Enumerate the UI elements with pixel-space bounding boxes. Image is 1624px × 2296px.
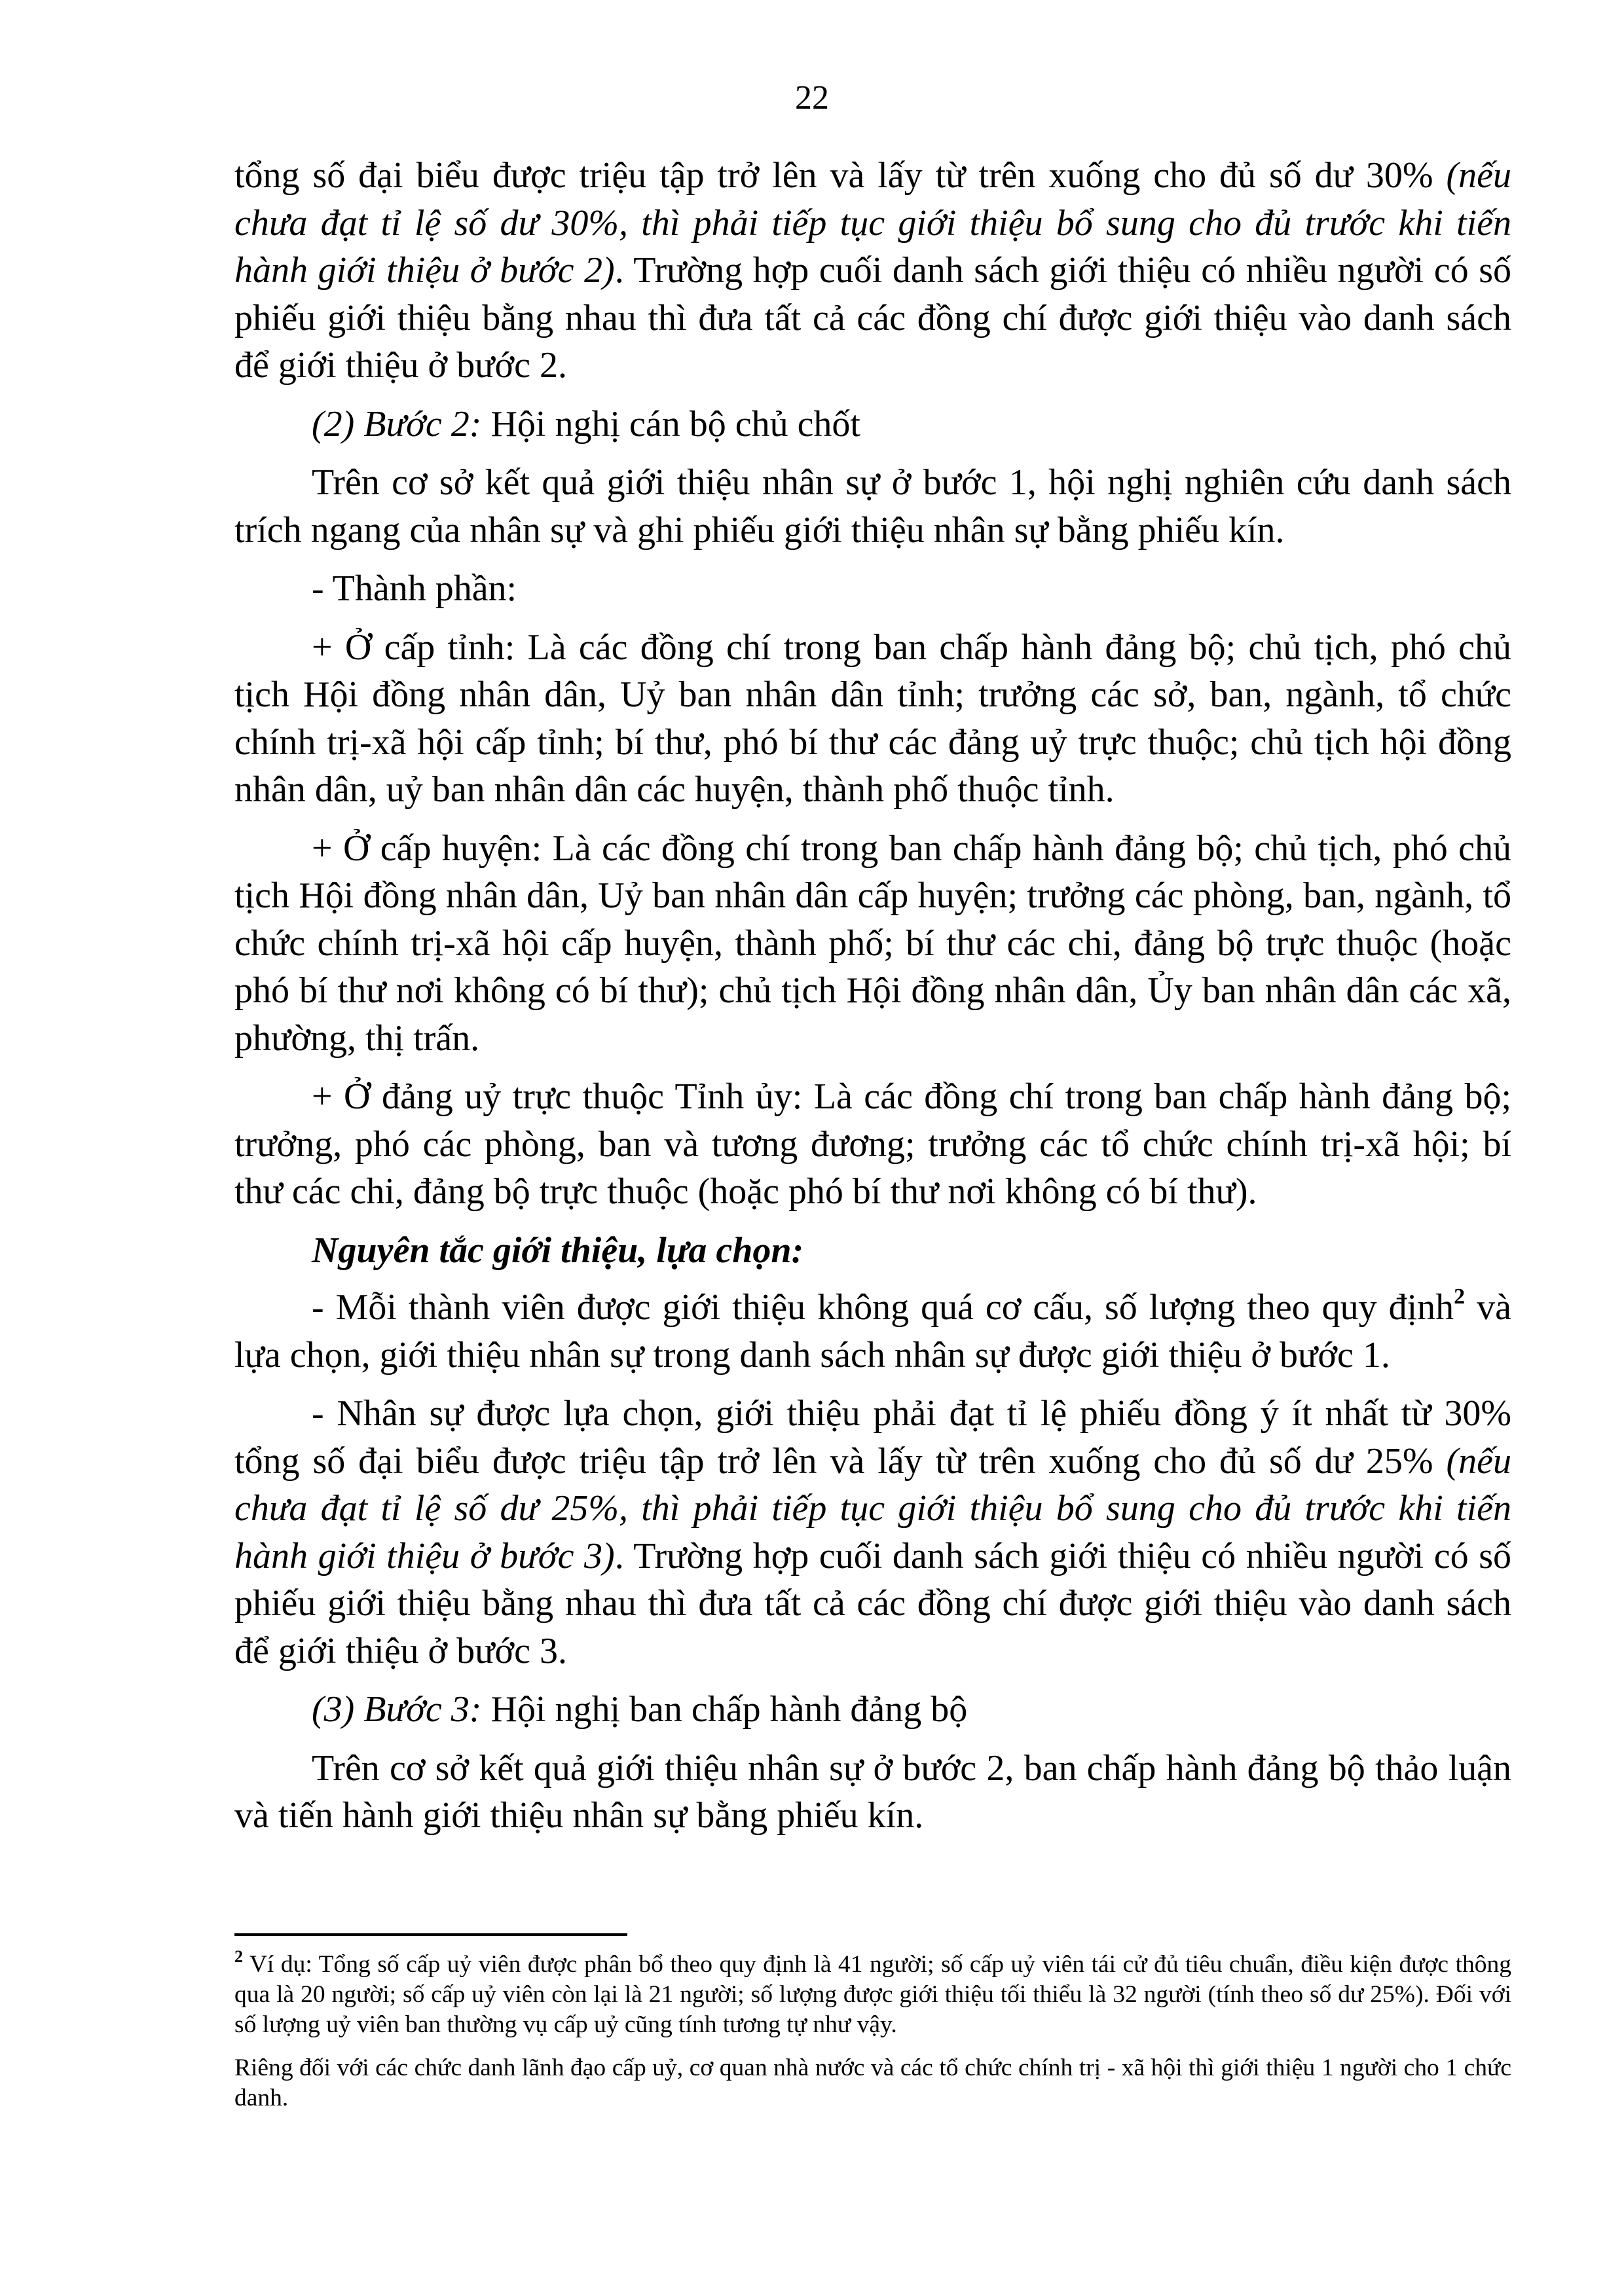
footnotes xyxy=(234,1946,1511,2126)
text-span: và lựa chọn, giới thiệu nhân sự trong danh sách nhân sự được giới thiệu ở bước 1. xyxy=(234,1287,1511,1376)
footnote-text: Ví dụ: Tổng số cấp uỷ viên được phân bổ theo quy định là 41 người; số cấp uỷ viên tái cử đủ tiêu chuẩn, điều kiện được thông qua là 20 người; số cấp uỷ viên còn lại là 21 người; số lượng được giới thiệu tối thiểu là 32 người (tính theo số dư 25%). Đối với số lượng uỷ viên ban thường vụ cấp uỷ cũng tính tương tự như vậy. xyxy=(234,1951,1511,2038)
text-span: - Mỗi thành viên được giới thiệu không quá cơ cấu, số lượng theo quy định xyxy=(312,1287,1454,1328)
text-span: . Trường hợp cuối danh sách giới thiệu có nhiều người có số phiếu giới thiệu bằng nhau thì đưa tất cả các đồng chí được giới thiệu vào danh sách để giới thiệu ở bước 3. xyxy=(234,1535,1511,1671)
rule-2 xyxy=(234,1390,1511,1675)
footnote-mark: 2 xyxy=(234,1946,243,1966)
text-span: . Trường hợp cuối danh sách giới thiệu có nhiều người có số phiếu giới thiệu bằng nhau thì đưa tất cả các đồng chí được giới thiệu vào danh sách để giới thiệu ở bước 2. xyxy=(234,250,1511,386)
footnote-2 xyxy=(234,1946,1511,2040)
principle-heading-text: Nguyên tắc giới thiệu, lựa chọn: xyxy=(312,1230,804,1271)
document-body xyxy=(234,152,1511,1851)
composition-district: + Ở cấp huyện: Là các đồng chí trong ban chấp hành đảng bộ; chủ tịch, phó chủ tịch Hội đồng nhân dân, Uỷ ban nhân dân cấp huyện; trưởng các phòng, ban, ngành, tổ chức chính trị-xã hội cấp huyện, thành phố; bí thư các chi, đảng bộ trực thuộc (hoặc phó bí thư nơi không có bí thư); chủ tịch Hội đồng nhân dân, Ủy ban nhân dân các xã, phường, thị trấn. xyxy=(234,828,1511,1059)
step-label: (2) Bước 2: xyxy=(312,403,482,445)
footnote-reference[interactable]: 2 xyxy=(1454,1285,1466,1309)
principle-heading xyxy=(234,1227,1511,1275)
text-span: - Nhân sự được lựa chọn, giới thiệu phải đạt tỉ lệ phiếu đồng ý ít nhất từ 30% tổng số đại biểu được triệu tập trở lên và lấy từ trên xuống cho đủ số dư 25% xyxy=(234,1393,1511,1482)
italic-span: (nếu chưa đạt tỉ lệ số dư 25%, thì phải tiếp tục giới thiệu bổ sung cho đủ trước khi tiến hành giới thiệu ở bước 3) xyxy=(234,1440,1511,1576)
footnote-separator xyxy=(234,1933,627,1936)
composition-province: + Ở cấp tỉnh: Là các đồng chí trong ban chấp hành đảng bộ; chủ tịch, phó chủ tịch Hội đồng nhân dân, Uỷ ban nhân dân tỉnh; trưởng các sở, ban, ngành, tổ chức chính trị-xã hội cấp tỉnh; bí thư, phó bí thư các đảng uỷ trực thuộc; chủ tịch hội đồng nhân dân, uỷ ban nhân dân các huyện, thành phố thuộc tỉnh. xyxy=(234,627,1511,810)
page-number: 22 xyxy=(795,79,829,117)
italic-span: (nếu chưa đạt tỉ lệ số dư 30%, thì phải tiếp tục giới thiệu bổ sung cho đủ trước khi tiến hành giới thiệu ở bước 2) xyxy=(234,155,1511,291)
step-label: (3) Bước 3: xyxy=(312,1689,482,1730)
step3-heading xyxy=(234,1686,1511,1734)
composition-party-committee: + Ở đảng uỷ trực thuộc Tỉnh ủy: Là các đồng chí trong ban chấp hành đảng bộ; trưởng, phó các phòng, ban và tương đương; trưởng các tổ chức chính trị-xã hội; bí thư các chi, đảng bộ trực thuộc (hoặc phó bí thư nơi không có bí thư). xyxy=(234,1076,1511,1212)
step-title: Hội nghị cán bộ chủ chốt xyxy=(481,403,860,445)
step-title: Hội nghị ban chấp hành đảng bộ xyxy=(481,1689,968,1730)
composition-label: - Thành phần: xyxy=(312,568,517,609)
text-span: tổng số đại biểu được triệu tập trở lên và lấy từ trên xuống cho đủ số dư 30% xyxy=(234,155,1447,196)
step2-heading xyxy=(234,401,1511,448)
rule-1 xyxy=(234,1284,1511,1379)
paragraph-step1-continuation xyxy=(234,152,1511,390)
paragraph-step3-intro: Trên cơ sở kết quả giới thiệu nhân sự ở bước 2, ban chấp hành đảng bộ thảo luận và tiến hành giới thiệu nhân sự bằng phiếu kín. xyxy=(234,1747,1511,1836)
footnote-note: Riêng đối với các chức danh lãnh đạo cấp uỷ, cơ quan nhà nước và các tổ chức chính trị - xã hội thì giới thiệu 1 người cho 1 chức danh. xyxy=(234,2054,1511,2111)
paragraph-step2-intro: Trên cơ sở kết quả giới thiệu nhân sự ở bước 1, hội nghị nghiên cứu danh sách trích ngang của nhân sự và ghi phiếu giới thiệu nhân sự bằng phiếu kín. xyxy=(234,462,1511,551)
